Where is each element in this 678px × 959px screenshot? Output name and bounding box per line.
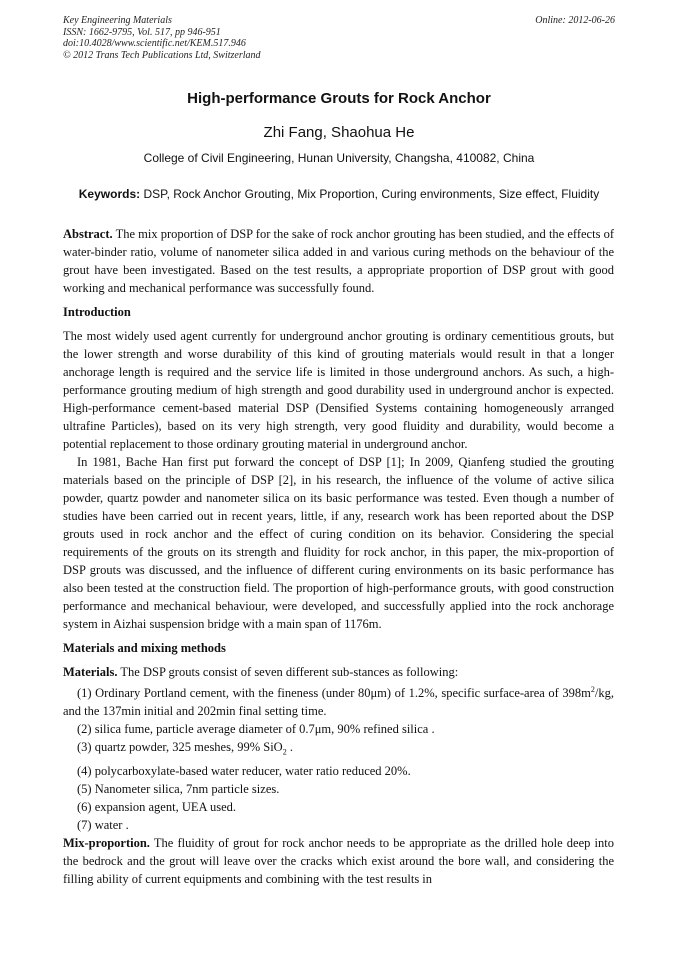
- list-item: (3) quartz powder, 325 meshes, 99% SiO$_2$ .: [77, 740, 293, 757]
- mix-proportion-text: The fluidity of grout for rock anchor needs to be appropriate as the drilled hole deep into the bedrock and the grout will leave over the cracks which exist around the bore wall, and considering the filling ability of current equipments and combining with the test results in: [63, 835, 614, 886]
- abstract-label: Abstract.: [63, 227, 113, 241]
- abstract-text: The mix proportion of DSP for the sake of rock anchor grouting has been studied, and the effects of water-binder ratio, volume of nanometer silica added in and various curing methods on the behaviour of the grout have been investigated. Based on the test results, a appropriate proportion of DSP grout with good working and mechanical performance was successfully found.: [63, 227, 614, 295]
- copyright-line: © 2012 Trans Tech Publications Ltd, Switzerland: [63, 49, 261, 61]
- list-item: (5) Nanometer silica, 7nm particle sizes.: [77, 781, 280, 796]
- mix-proportion-paragraph: [63, 834, 614, 888]
- list-item: (2) silica fume, particle average diameter of 0.7μm, 90% refined silica .: [77, 722, 435, 737]
- keywords: [0, 187, 678, 201]
- materials-intro: [63, 663, 614, 681]
- paper-body: [63, 225, 614, 888]
- journal-meta: [63, 15, 261, 61]
- journal-name: Key Engineering Materials: [63, 15, 172, 26]
- materials-label: Materials.: [63, 665, 118, 679]
- issn-line: ISSN: 1662-9795, Vol. 517, pp 946-951: [63, 26, 221, 38]
- list-item: (1) Ordinary Portland cement, with the fineness (under 80μm) of 1.2%, specific surface-area of $398m^2/kg$, and the 137min initial and 202min final setting time.: [63, 685, 614, 719]
- intro-paragraph-1: The most widely used agent currently for underground anchor grouting is ordinary cementitious grouts, but the lower strength and worse durability of this kind of grouting materials would result in that a longer anchorage length is required and the service life is limited in those underground anchors. As such, a high-performance grouting medium of high strength and good durability used in underground anchor is expected. High-performance cement-based material DSP (Densified Systems containing homogeneously arranged ultrafine Particles), based on its very high strength, very good fluidity and durability, would become a potential replacement to those ordinary grouting material in underground anchor.: [63, 329, 614, 451]
- doi-line: doi:10.4028/www.scientific.net/KEM.517.946: [63, 38, 246, 49]
- list-item: (4) polycarboxylate-based water reducer, water ratio reduced 20%.: [77, 763, 411, 778]
- keywords-label: Keywords:: [78, 187, 141, 201]
- online-date: Online: 2012-06-26: [535, 15, 615, 26]
- list-item: (6) expansion agent, UEA used.: [77, 799, 236, 814]
- materials-intro-text: The DSP grouts consist of seven different sub-stances as following:: [120, 665, 459, 679]
- abstract: [63, 225, 614, 297]
- mix-proportion-label: Mix-proportion.: [63, 835, 150, 850]
- materials-list: [63, 681, 614, 834]
- materials-heading: Materials and mixing methods: [63, 641, 226, 655]
- paper-authors: Zhi Fang, Shaohua He: [263, 124, 415, 141]
- paper-title: High-performance Grouts for Rock Anchor: [187, 90, 491, 107]
- affiliation: College of Civil Engineering, Hunan University, Changsha, 410082, China: [143, 151, 535, 165]
- introduction-heading: Introduction: [63, 305, 131, 319]
- list-item: (7) water .: [77, 817, 129, 832]
- intro-paragraph-2: In 1981, Bache Han first put forward the concept of DSP [1]; In 2009, Qianfeng studied the grouting materials based on the principle of DSP [2], in his research, the influence of the volume of active silica powder, quartz powder and nanometer silica on its basic performance was tested. Even though a number of studies have been carried out in recent years, little, if any, research work has been reported about the DSP grouts used in rock anchor and the effect of curing condition on its behavior. Considering the special requirements of the grouts on its strength and fluidity for rock anchor, in this paper, the mix-proportion of DSP grouts was discussed, and the influence of different curing environments on its basic performance has also been tested at the construction field. The proportion of high-performance grouts, with good construction performance and mechanical behaviour, were developed, and successfully applied into the rock anchorage system in Aizhai suspension bridge with a main span of 1176m.: [63, 455, 614, 631]
- keywords-text: DSP, Rock Anchor Grouting, Mix Proportion, Curing environments, Size effect, Fluidity: [143, 187, 600, 201]
